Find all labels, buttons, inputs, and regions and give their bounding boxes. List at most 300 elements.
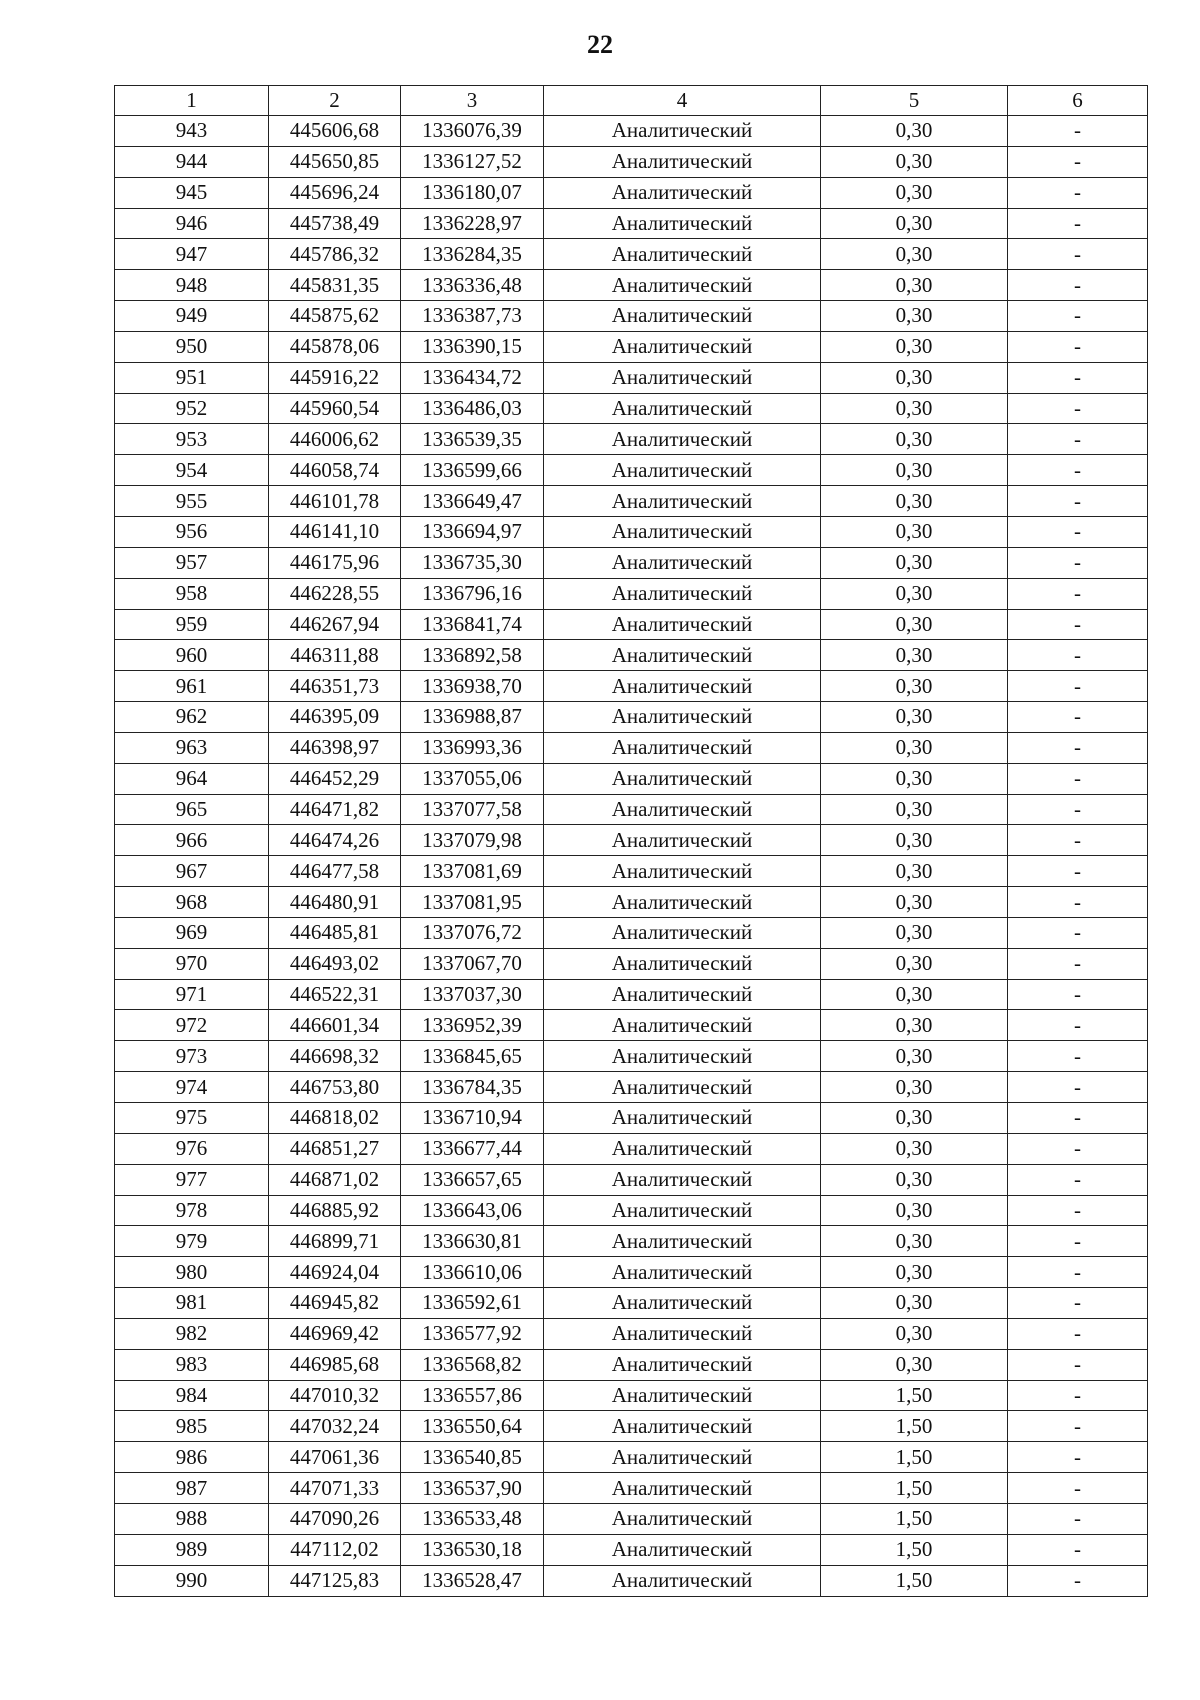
table-cell: - [1008,1380,1148,1411]
table-cell: Аналитический [544,1565,821,1596]
table-cell: - [1008,116,1148,147]
table-row [115,1195,1148,1226]
table-cell: 446006,62 [269,424,401,455]
table-row [115,116,1148,147]
table-cell: 1337067,70 [401,948,544,979]
table-row [115,1442,1148,1473]
table-cell: 1337037,30 [401,979,544,1010]
table-cell: 446899,71 [269,1226,401,1257]
table-row [115,547,1148,578]
table-cell: 0,30 [821,486,1008,517]
table-cell: 0,30 [821,1195,1008,1226]
table-cell: 1336528,47 [401,1565,544,1596]
table-cell: - [1008,1257,1148,1288]
table-cell: 977 [115,1164,269,1195]
table-cell: Аналитический [544,1195,821,1226]
table-cell: 1336336,48 [401,270,544,301]
table-cell: 979 [115,1226,269,1257]
table-cell: 1336434,72 [401,362,544,393]
table-row [115,177,1148,208]
table-cell: 0,30 [821,1041,1008,1072]
table-cell: 972 [115,1010,269,1041]
table-row [115,146,1148,177]
table-row [115,1349,1148,1380]
table-cell: 983 [115,1349,269,1380]
table-row [115,270,1148,301]
table-cell: 446601,34 [269,1010,401,1041]
table-row [115,455,1148,486]
table-cell: 0,30 [821,331,1008,362]
table-cell: 973 [115,1041,269,1072]
table-cell: 984 [115,1380,269,1411]
table-body [115,116,1148,1597]
table-cell: 1336577,92 [401,1318,544,1349]
table-cell: 0,30 [821,578,1008,609]
table-cell: 0,30 [821,732,1008,763]
table-cell: - [1008,1565,1148,1596]
table-cell: 1336993,36 [401,732,544,763]
table-cell: Аналитический [544,301,821,332]
table-cell: 445916,22 [269,362,401,393]
table-cell: 446474,26 [269,825,401,856]
table-cell: 975 [115,1103,269,1134]
table-header-row [115,86,1148,116]
table-cell: 1336643,06 [401,1195,544,1226]
table-row [115,1164,1148,1195]
table-cell: - [1008,331,1148,362]
table-cell: 0,30 [821,1288,1008,1319]
table-cell: Аналитический [544,393,821,424]
table-cell: 1336988,87 [401,702,544,733]
table-cell: 1336694,97 [401,516,544,547]
table-cell: - [1008,732,1148,763]
table-cell: 447090,26 [269,1503,401,1534]
table-cell: 1336557,86 [401,1380,544,1411]
table-cell: 957 [115,547,269,578]
table-cell: Аналитический [544,794,821,825]
table-cell: 958 [115,578,269,609]
table-cell: Аналитический [544,1010,821,1041]
table-cell: Аналитический [544,917,821,948]
table-cell: - [1008,856,1148,887]
table-cell: Аналитический [544,1226,821,1257]
table-row [115,1565,1148,1596]
table-cell: 446480,91 [269,887,401,918]
table-cell: 446924,04 [269,1257,401,1288]
table-cell: 445875,62 [269,301,401,332]
table-cell: 0,30 [821,547,1008,578]
table-cell: 446398,97 [269,732,401,763]
table-cell: 0,30 [821,393,1008,424]
table-cell: Аналитический [544,362,821,393]
table-cell: 1336540,85 [401,1442,544,1473]
table-cell: 1336486,03 [401,393,544,424]
table-row [115,362,1148,393]
table-cell: Аналитический [544,825,821,856]
table-cell: - [1008,516,1148,547]
table-cell: Аналитический [544,1133,821,1164]
table-cell: 446818,02 [269,1103,401,1134]
table-cell: Аналитический [544,1257,821,1288]
column-header: 4 [544,86,821,116]
table-row [115,486,1148,517]
table-cell: 1336796,16 [401,578,544,609]
table-cell: Аналитический [544,1380,821,1411]
table-cell: 0,30 [821,516,1008,547]
table-cell: - [1008,1164,1148,1195]
table-cell: 982 [115,1318,269,1349]
table-cell: - [1008,578,1148,609]
table-cell: 955 [115,486,269,517]
table-cell: Аналитический [544,486,821,517]
table-cell: 446228,55 [269,578,401,609]
table-cell: Аналитический [544,270,821,301]
table-cell: 446885,92 [269,1195,401,1226]
table-cell: - [1008,887,1148,918]
table-cell: - [1008,671,1148,702]
table-cell: Аналитический [544,177,821,208]
table-cell: 1336533,48 [401,1503,544,1534]
table-row [115,301,1148,332]
table-cell: 987 [115,1473,269,1504]
table-cell: 447032,24 [269,1411,401,1442]
table-cell: 968 [115,887,269,918]
table-cell: 967 [115,856,269,887]
table-cell: 946 [115,208,269,239]
table-cell: Аналитический [544,1534,821,1565]
table-cell: 949 [115,301,269,332]
table-cell: 1336677,44 [401,1133,544,1164]
table-cell: Аналитический [544,702,821,733]
table-cell: 970 [115,948,269,979]
table-cell: 446141,10 [269,516,401,547]
table-cell: Аналитический [544,979,821,1010]
table-row [115,1226,1148,1257]
table-cell: 1,50 [821,1442,1008,1473]
table-cell: Аналитический [544,208,821,239]
table-cell: 953 [115,424,269,455]
table-cell: Аналитический [544,1349,821,1380]
table-row [115,1133,1148,1164]
table-cell: 0,30 [821,424,1008,455]
table-cell: 974 [115,1072,269,1103]
table-cell: - [1008,455,1148,486]
table-row [115,1473,1148,1504]
table-cell: 959 [115,609,269,640]
table-cell: - [1008,1041,1148,1072]
table-cell: 445606,68 [269,116,401,147]
table-cell: 1336387,73 [401,301,544,332]
table-cell: 0,30 [821,362,1008,393]
table-cell: 947 [115,239,269,270]
table-cell: 1336710,94 [401,1103,544,1134]
table-cell: 0,30 [821,1164,1008,1195]
table-cell: - [1008,1473,1148,1504]
table-cell: 447071,33 [269,1473,401,1504]
table-cell: 1336649,47 [401,486,544,517]
table-cell: Аналитический [544,1442,821,1473]
table-row [115,640,1148,671]
table-cell: 1336845,65 [401,1041,544,1072]
table-cell: 0,30 [821,1318,1008,1349]
table-cell: 980 [115,1257,269,1288]
table-row [115,732,1148,763]
table-cell: 966 [115,825,269,856]
table-row [115,763,1148,794]
table-cell: 1336952,39 [401,1010,544,1041]
table-cell: 1336657,65 [401,1164,544,1195]
table-cell: 961 [115,671,269,702]
table-cell: 446851,27 [269,1133,401,1164]
table-cell: 1,50 [821,1380,1008,1411]
table-row [115,1380,1148,1411]
table-cell: - [1008,1226,1148,1257]
table-cell: 962 [115,702,269,733]
table-cell: 954 [115,455,269,486]
table-cell: - [1008,1288,1148,1319]
table-cell: - [1008,948,1148,979]
table-row [115,1318,1148,1349]
table-cell: - [1008,1534,1148,1565]
table-cell: - [1008,640,1148,671]
table-cell: 1337081,95 [401,887,544,918]
table-cell: 1336592,61 [401,1288,544,1319]
table-cell: 0,30 [821,979,1008,1010]
table-cell: 948 [115,270,269,301]
table-cell: 0,30 [821,794,1008,825]
table-cell: Аналитический [544,547,821,578]
table-cell: Аналитический [544,146,821,177]
table-cell: 446522,31 [269,979,401,1010]
table-cell: 446311,88 [269,640,401,671]
table-cell: 1336228,97 [401,208,544,239]
table-cell: 0,30 [821,208,1008,239]
table-cell: - [1008,208,1148,239]
table-cell: 445696,24 [269,177,401,208]
table-cell: 943 [115,116,269,147]
table-cell: - [1008,1103,1148,1134]
table-cell: - [1008,794,1148,825]
table-row [115,1257,1148,1288]
table-cell: 0,30 [821,825,1008,856]
table-cell: 447125,83 [269,1565,401,1596]
table-cell: - [1008,547,1148,578]
table-cell: 1,50 [821,1565,1008,1596]
table-cell: 1336284,35 [401,239,544,270]
table-cell: Аналитический [544,763,821,794]
table-cell: 446485,81 [269,917,401,948]
table-row [115,671,1148,702]
table-cell: 1336539,35 [401,424,544,455]
table-cell: 1336180,07 [401,177,544,208]
table-cell: 964 [115,763,269,794]
table-cell: 445738,49 [269,208,401,239]
table-cell: 1336550,64 [401,1411,544,1442]
table-cell: 981 [115,1288,269,1319]
table-cell: 446985,68 [269,1349,401,1380]
table-row [115,1411,1148,1442]
table-cell: 950 [115,331,269,362]
table-cell: 965 [115,794,269,825]
table-cell: - [1008,486,1148,517]
table-cell: Аналитический [544,116,821,147]
table-cell: 445960,54 [269,393,401,424]
table-cell: Аналитический [544,1318,821,1349]
table-cell: 956 [115,516,269,547]
table-cell: 447061,36 [269,1442,401,1473]
table-cell: 1336568,82 [401,1349,544,1380]
table-cell: 445650,85 [269,146,401,177]
table-cell: Аналитический [544,1041,821,1072]
table-cell: 0,30 [821,1226,1008,1257]
table-row [115,239,1148,270]
table-cell: Аналитический [544,1164,821,1195]
table-cell: 0,30 [821,856,1008,887]
table-cell: Аналитический [544,609,821,640]
table-cell: 0,30 [821,1072,1008,1103]
table-cell: 0,30 [821,301,1008,332]
table-cell: - [1008,301,1148,332]
table-cell: - [1008,763,1148,794]
table-row [115,1072,1148,1103]
table-cell: 989 [115,1534,269,1565]
table-cell: 446267,94 [269,609,401,640]
table-cell: 0,30 [821,455,1008,486]
table-cell: Аналитический [544,578,821,609]
table-cell: 446351,73 [269,671,401,702]
table-row [115,1288,1148,1319]
table-row [115,856,1148,887]
table-cell: 1337076,72 [401,917,544,948]
table-cell: 951 [115,362,269,393]
table-cell: 0,30 [821,1257,1008,1288]
table-cell: 1336610,06 [401,1257,544,1288]
table-cell: - [1008,362,1148,393]
table-cell: 1336735,30 [401,547,544,578]
table-cell: 446945,82 [269,1288,401,1319]
table-cell: 0,30 [821,1010,1008,1041]
table-cell: 1337077,58 [401,794,544,825]
table-cell: 0,30 [821,177,1008,208]
table-cell: 1336599,66 [401,455,544,486]
table-cell: - [1008,825,1148,856]
table-cell: 978 [115,1195,269,1226]
column-header: 6 [1008,86,1148,116]
table-cell: Аналитический [544,1288,821,1319]
table-cell: 0,30 [821,640,1008,671]
table-cell: 0,30 [821,763,1008,794]
table-cell: Аналитический [544,1411,821,1442]
table-cell: - [1008,1072,1148,1103]
table-cell: 0,30 [821,239,1008,270]
coordinates-table [114,85,1148,1597]
table-cell: Аналитический [544,455,821,486]
table-cell: 447010,32 [269,1380,401,1411]
table-cell: Аналитический [544,732,821,763]
table-cell: 1336938,70 [401,671,544,702]
table-cell: 446175,96 [269,547,401,578]
table-cell: 990 [115,1565,269,1596]
table-cell: 0,30 [821,116,1008,147]
table-cell: 445831,35 [269,270,401,301]
table-cell: - [1008,1503,1148,1534]
table-cell: Аналитический [544,424,821,455]
table-cell: 969 [115,917,269,948]
table-cell: 0,30 [821,948,1008,979]
table-cell: 1337081,69 [401,856,544,887]
table-cell: 1336841,74 [401,609,544,640]
table-cell: Аналитический [544,856,821,887]
table-row [115,917,1148,948]
table-row [115,578,1148,609]
table-cell: 0,30 [821,146,1008,177]
table-cell: 1336127,52 [401,146,544,177]
table-cell: Аналитический [544,1503,821,1534]
table-cell: 446477,58 [269,856,401,887]
table-cell: 445878,06 [269,331,401,362]
table-cell: Аналитический [544,1473,821,1504]
table-row [115,794,1148,825]
table-cell: Аналитический [544,640,821,671]
table-row [115,1041,1148,1072]
table-row [115,1534,1148,1565]
table-cell: - [1008,609,1148,640]
table-cell: - [1008,1318,1148,1349]
table-cell: 0,30 [821,1133,1008,1164]
table-cell: 1336630,81 [401,1226,544,1257]
table-row [115,1503,1148,1534]
table-cell: 976 [115,1133,269,1164]
table-cell: 446969,42 [269,1318,401,1349]
table-cell: - [1008,702,1148,733]
table-cell: - [1008,177,1148,208]
table-cell: 963 [115,732,269,763]
table-cell: 0,30 [821,270,1008,301]
table-row [115,208,1148,239]
table-cell: 1337079,98 [401,825,544,856]
table-cell: 1,50 [821,1411,1008,1442]
table-cell: 0,30 [821,702,1008,733]
table-row [115,1103,1148,1134]
table-row [115,825,1148,856]
table-cell: - [1008,146,1148,177]
table-cell: 446452,29 [269,763,401,794]
table-cell: - [1008,979,1148,1010]
table-cell: Аналитический [544,1103,821,1134]
table-row [115,1010,1148,1041]
table-row [115,702,1148,733]
table-cell: 971 [115,979,269,1010]
column-header: 3 [401,86,544,116]
table-row [115,393,1148,424]
table-cell: - [1008,1195,1148,1226]
table-cell: 986 [115,1442,269,1473]
table-cell: 446471,82 [269,794,401,825]
table-row [115,609,1148,640]
table-cell: 1336530,18 [401,1534,544,1565]
table-cell: 945 [115,177,269,208]
column-header: 1 [115,86,269,116]
table-row [115,516,1148,547]
table-cell: 0,30 [821,887,1008,918]
column-header: 5 [821,86,1008,116]
table-cell: 446395,09 [269,702,401,733]
table-cell: Аналитический [544,239,821,270]
table-cell: 1336537,90 [401,1473,544,1504]
table-cell: 446493,02 [269,948,401,979]
table-cell: 1337055,06 [401,763,544,794]
table-cell: 960 [115,640,269,671]
